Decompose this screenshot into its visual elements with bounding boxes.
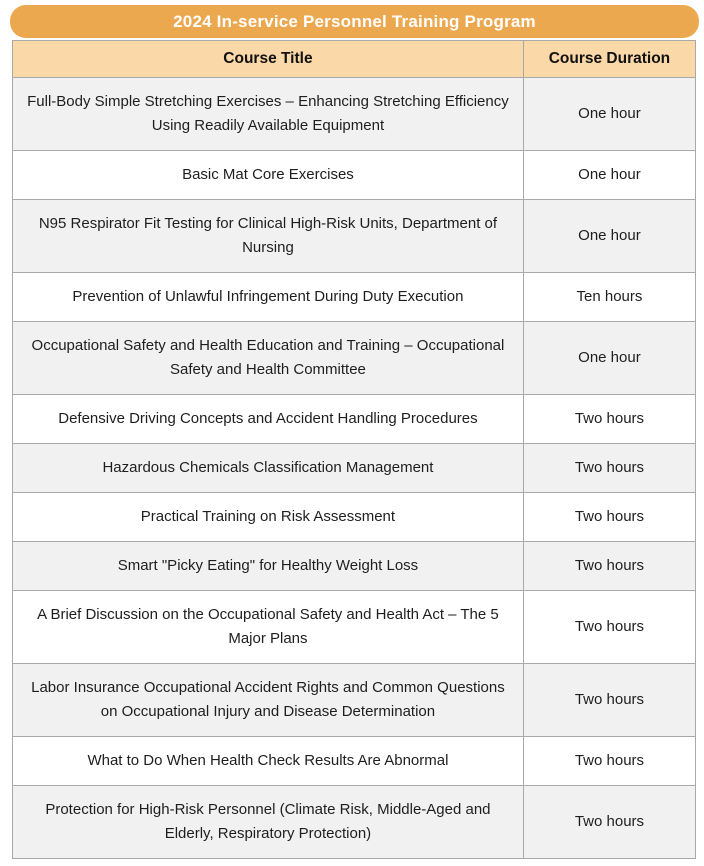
course-duration-cell: Two hours [523, 444, 695, 493]
table-row [13, 786, 696, 859]
course-duration-cell: Two hours [523, 786, 695, 859]
table-row [13, 591, 696, 664]
course-duration-cell: Two hours [523, 395, 695, 444]
table-row [13, 322, 696, 395]
course-duration-cell: Two hours [523, 591, 695, 664]
table-row [13, 78, 696, 151]
course-duration-cell: Two hours [523, 493, 695, 542]
table-row [13, 273, 696, 322]
course-duration-cell: One hour [523, 151, 695, 200]
course-duration-cell: Ten hours [523, 273, 695, 322]
course-title-cell: Hazardous Chemicals Classification Management [13, 444, 524, 493]
course-title-cell: Prevention of Unlawful Infringement During Duty Execution [13, 273, 524, 322]
table-row [13, 444, 696, 493]
training-program-table [12, 40, 696, 859]
course-title-column-header: Course Title [13, 41, 524, 78]
course-duration-column-header: Course Duration [523, 41, 695, 78]
page-title: 2024 In-service Personnel Training Program [10, 5, 699, 38]
course-duration-cell: Two hours [523, 542, 695, 591]
course-title-cell: Occupational Safety and Health Education and Training – Occupational Safety and Health Committee [13, 322, 524, 395]
course-title-cell: What to Do When Health Check Results Are Abnormal [13, 737, 524, 786]
table-row [13, 200, 696, 273]
course-title-cell: Defensive Driving Concepts and Accident Handling Procedures [13, 395, 524, 444]
course-title-cell: N95 Respirator Fit Testing for Clinical High-Risk Units, Department of Nursing [13, 200, 524, 273]
table-row [13, 395, 696, 444]
table-row [13, 542, 696, 591]
course-duration-cell: One hour [523, 200, 695, 273]
course-title-cell: Basic Mat Core Exercises [13, 151, 524, 200]
table-row [13, 151, 696, 200]
course-duration-cell: Two hours [523, 737, 695, 786]
course-title-cell: A Brief Discussion on the Occupational Safety and Health Act – The 5 Major Plans [13, 591, 524, 664]
course-title-cell: Full-Body Simple Stretching Exercises – Enhancing Stretching Efficiency Using Readily Available Equipment [13, 78, 524, 151]
course-duration-cell: Two hours [523, 664, 695, 737]
course-title-cell: Smart "Picky Eating" for Healthy Weight Loss [13, 542, 524, 591]
table-row [13, 493, 696, 542]
course-duration-cell: One hour [523, 78, 695, 151]
course-title-cell: Protection for High-Risk Personnel (Climate Risk, Middle-Aged and Elderly, Respiratory Protection) [13, 786, 524, 859]
course-title-cell: Practical Training on Risk Assessment [13, 493, 524, 542]
table-row [13, 737, 696, 786]
course-duration-cell: One hour [523, 322, 695, 395]
course-title-cell: Labor Insurance Occupational Accident Rights and Common Questions on Occupational Injury and Disease Determination [13, 664, 524, 737]
table-header-row [13, 41, 696, 78]
table-row [13, 664, 696, 737]
